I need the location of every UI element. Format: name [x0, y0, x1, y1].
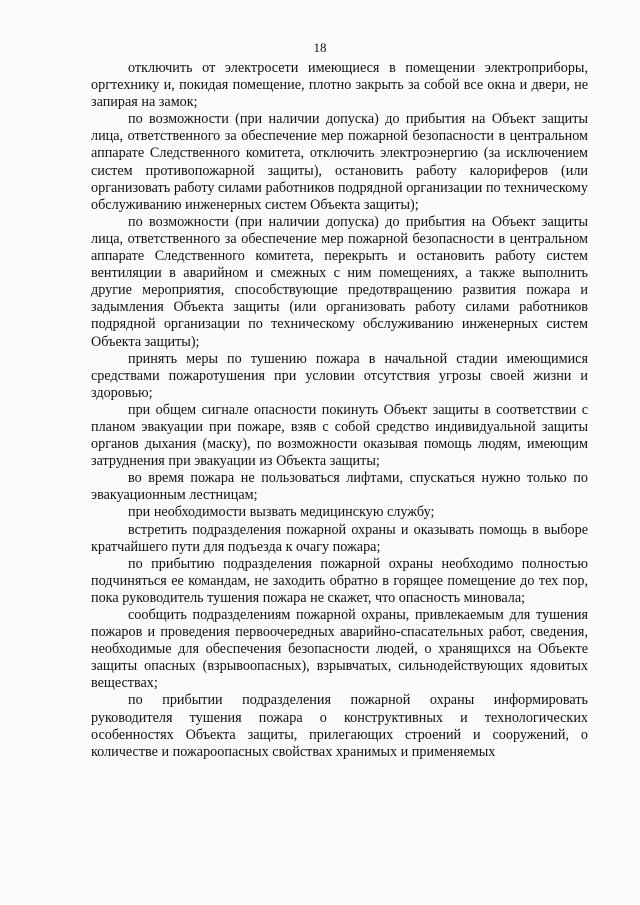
paragraph: по прибытию подразделения пожарной охраны необходимо полностью подчиняться ее командам, не заходить обратно в горящее помещение до тех пор, пока руководитель тушения пожара не скажет, что опасность миновала; — [91, 555, 588, 606]
page-number: 18 — [313, 40, 327, 55]
paragraph: отключить от электросети имеющиеся в помещении электроприборы, оргтехнику и, покидая помещение, плотно закрыть за собой все окна и двери, не запирая на замок; — [91, 60, 588, 111]
paragraph: по возможности (при наличии допуска) до прибытия на Объект защиты лица, ответственного за обеспечение мер пожарной безопасности в центральном аппарате Следственного комитета, перекрыть и остановить работу систем вентиляции в аварийном и смежных с ним помещениях, а также выполнить другие мероприятия, способствующие предотвращению развития пожара и задымления Объекта защиты (или организовать работу силами работников подрядной организации по техническому обслуживанию инженерных систем Объекта защиты); — [91, 213, 588, 350]
paragraph: во время пожара не пользоваться лифтами, спускаться нужно только по эвакуационным лестницам; — [91, 470, 588, 504]
paragraph: по прибытии подразделения пожарной охраны информировать руководителя тушения пожара о конструктивных и технологических особенностях Объекта защиты, прилегающих строений и сооружений, о количестве и пожароопасных свойствах хранимых и применяемых — [91, 692, 588, 760]
paragraph: принять меры по тушению пожара в начальной стадии имеющимися средствами пожаротушения при условии отсутствия угрозы своей жизни и здоровью; — [91, 350, 588, 401]
paragraph: сообщить подразделениям пожарной охраны, привлекаемым для тушения пожаров и проведения первоочередных аварийно-спасательных работ, сведения, необходимые для обеспечения безопасности людей, о хранящихся на Объекте защиты опасных (взрывоопасных), взрывчатых, сильнодействующих ядовитых веществах; — [91, 607, 588, 692]
paragraph: по возможности (при наличии допуска) до прибытия на Объект защиты лица, ответственного за обеспечение мер пожарной безопасности в центральном аппарате Следственного комитета, отключить электроэнергию (за исключением систем противопожарной защиты), остановить работу калориферов (или организовать работу силами работников подрядной организации по техническому обслуживанию инженерных систем Объекта защиты); — [91, 111, 588, 213]
paragraph: встретить подразделения пожарной охраны и оказывать помощь в выборе кратчайшего пути для подъезда к очагу пожара; — [91, 521, 588, 555]
paragraph: при необходимости вызвать медицинскую службу; — [128, 504, 435, 521]
paragraph: при общем сигнале опасности покинуть Объект защиты в соответствии с планом эвакуации при пожаре, взяв с собой средство индивидуальной защиты органов дыхания (маску), по возможности оказывая помощь людям, имеющим затруднения при эвакуации из Объекта защиты; — [91, 401, 588, 470]
page-body — [91, 60, 588, 761]
